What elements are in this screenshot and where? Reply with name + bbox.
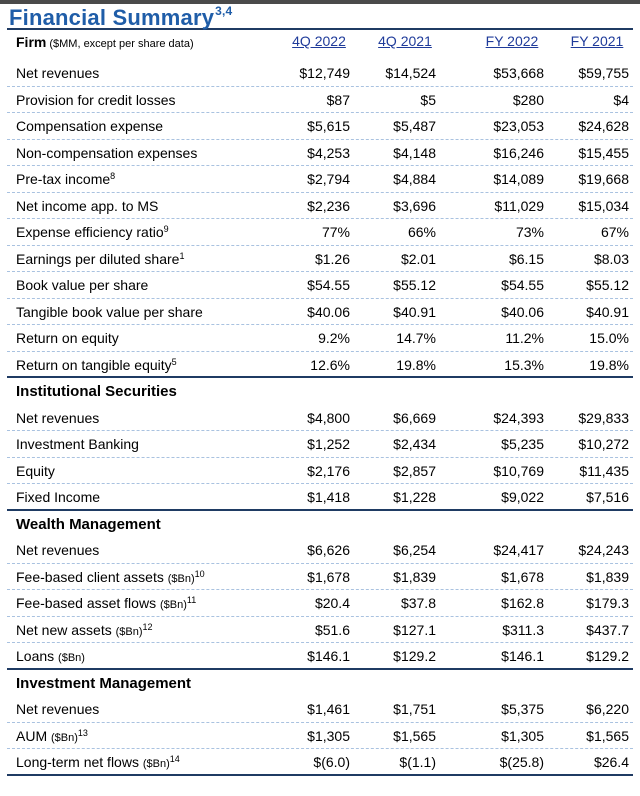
value-cell: 77% <box>321 224 350 240</box>
value-cell: $24,417 <box>493 542 544 558</box>
value-cell: $10,272 <box>578 436 629 452</box>
row-label: Compensation expense <box>16 118 164 134</box>
table-row <box>7 87 633 114</box>
value-cell: $37.8 <box>400 595 436 611</box>
value-cell: $129.2 <box>586 648 629 664</box>
value-cell: $1,839 <box>586 568 629 585</box>
value-cell: $40.91 <box>586 303 629 320</box>
table-row <box>7 166 633 193</box>
value-cell: $1.26 <box>314 250 350 267</box>
value-cell: 19.8% <box>396 356 436 373</box>
table-row <box>7 405 633 432</box>
table-row <box>7 219 633 246</box>
value-cell: 15.0% <box>589 330 629 346</box>
value-cell: $2,857 <box>393 462 436 479</box>
row-label: Loans ($Bn) <box>16 648 85 664</box>
value-cell: $1,678 <box>501 568 544 585</box>
value-cell: $14,524 <box>385 65 436 81</box>
firm-units-note: ($MM, except per share data) <box>49 38 194 50</box>
footnote-marker: 10 <box>194 568 205 579</box>
table-row <box>7 749 633 776</box>
table-row <box>7 246 633 273</box>
value-cell: $2,794 <box>307 171 350 187</box>
value-cell: $8.03 <box>593 250 629 267</box>
value-cell: 14.7% <box>396 330 436 346</box>
row-label: AUM ($Bn)$^{13}$ <box>16 727 88 744</box>
value-cell: $(6.0) <box>313 754 350 770</box>
value-cell: $53,668 <box>493 65 544 81</box>
value-cell: $40.06 <box>501 303 544 320</box>
value-cell: 66% <box>407 224 436 240</box>
value-cell: $146.1 <box>307 648 350 664</box>
row-unit: ($Bn) <box>142 758 170 770</box>
row-label: Net revenues <box>16 701 100 717</box>
value-cell: $1,751 <box>393 701 436 717</box>
value-cell: $5,615 <box>307 118 350 134</box>
row-label: Non-compensation expenses <box>16 144 198 161</box>
row-label: Fixed Income <box>16 489 101 505</box>
value-cell: $59,755 <box>578 65 629 81</box>
table-row <box>7 325 633 352</box>
table-row <box>7 564 633 591</box>
row-label: Net income app. to MS <box>16 197 159 214</box>
row-label: Investment Banking <box>16 436 139 452</box>
table-row <box>7 193 633 220</box>
page-title: Financial Summary$^{3,4}$ <box>9 4 233 30</box>
table-row <box>7 643 633 670</box>
row-label: Tangible book value per share <box>16 303 203 320</box>
table-row <box>7 272 633 299</box>
table-row <box>7 299 633 326</box>
value-cell: $7,516 <box>586 489 629 505</box>
column-header-4q-2021: 4Q 2021 <box>378 33 432 49</box>
value-cell: $6,669 <box>393 409 436 426</box>
value-cell: $162.8 <box>501 595 544 611</box>
value-cell: $1,228 <box>393 489 436 505</box>
row-label: Expense efficiency ratio$^9$ <box>16 224 169 240</box>
footnote-marker: 11 <box>186 595 197 605</box>
value-cell: $4,884 <box>393 171 436 187</box>
row-label: Net revenues <box>16 542 100 558</box>
table-row <box>7 458 633 485</box>
column-header-fy-2022: FY 2022 <box>485 33 539 49</box>
row-label: Earnings per diluted share$^1$ <box>16 250 185 267</box>
summary-table <box>7 60 633 776</box>
footnote-marker: 1 <box>179 250 185 261</box>
section-heading: Institutional Securities <box>16 383 177 400</box>
value-cell: $1,305 <box>307 727 350 744</box>
row-label: Fee-based client assets ($Bn)$^{10}$ <box>16 568 205 585</box>
value-cell: $16,246 <box>493 144 544 161</box>
value-cell: $1,565 <box>586 727 629 744</box>
value-cell: 11.2% <box>505 330 544 346</box>
row-label: Net revenues <box>16 65 100 81</box>
footnote-marker: 13 <box>77 727 88 738</box>
value-cell: $51.6 <box>314 621 350 638</box>
value-cell: $1,252 <box>307 436 350 452</box>
value-cell: $10,769 <box>493 462 544 479</box>
row-label: Book value per share <box>16 277 149 293</box>
row-label: Net new assets ($Bn)$^{12}$ <box>16 621 153 638</box>
value-cell: $15,455 <box>578 144 629 161</box>
value-cell: $129.2 <box>393 648 436 664</box>
title-footnote: 3,4 <box>215 4 233 18</box>
value-cell: $1,305 <box>501 727 544 744</box>
value-cell: $24,243 <box>578 542 629 558</box>
table-row <box>7 590 633 617</box>
value-cell: $1,565 <box>393 727 436 744</box>
footnote-marker: 5 <box>171 356 177 367</box>
value-cell: $15,034 <box>578 197 629 214</box>
value-cell: $1,461 <box>307 701 350 717</box>
value-cell: $12,749 <box>299 65 350 81</box>
value-cell: $4,148 <box>393 144 436 161</box>
table-row <box>7 352 633 379</box>
column-header-4q-2022: 4Q 2022 <box>292 33 346 49</box>
table-row <box>7 696 633 723</box>
value-cell: $5,487 <box>393 118 436 134</box>
value-cell: $437.7 <box>586 621 629 638</box>
row-unit: ($Bn) <box>115 625 143 638</box>
value-cell: $55.12 <box>586 277 629 293</box>
value-cell: 73% <box>515 224 544 240</box>
value-cell: $87 <box>326 91 350 108</box>
value-cell: $4,800 <box>307 409 350 426</box>
value-cell: 67% <box>600 224 629 240</box>
value-cell: $1,839 <box>393 568 436 585</box>
value-cell: 12.6% <box>310 356 350 373</box>
value-cell: $1,678 <box>307 568 350 585</box>
value-cell: $6,254 <box>393 542 436 558</box>
value-cell: $5 <box>420 91 436 108</box>
row-label: Provision for credit losses <box>16 91 176 108</box>
value-cell: $5,375 <box>501 701 544 717</box>
table-row <box>7 431 633 458</box>
table-row <box>7 723 633 750</box>
table-row <box>7 617 633 644</box>
value-cell: $11,029 <box>494 197 544 214</box>
table-row <box>7 60 633 87</box>
value-cell: $24,393 <box>493 409 544 426</box>
row-unit: ($Bn) <box>159 599 187 611</box>
value-cell: $6.15 <box>508 250 544 267</box>
table-row <box>7 484 633 511</box>
value-cell: $179.3 <box>586 595 629 611</box>
row-unit: ($Bn) <box>167 572 195 585</box>
row-label: Equity <box>16 462 55 479</box>
value-cell: $4,253 <box>307 144 350 161</box>
value-cell: $26.4 <box>593 754 629 770</box>
value-cell: $146.1 <box>501 648 544 664</box>
value-cell: $5,235 <box>501 436 544 452</box>
footnote-marker: 14 <box>169 754 180 764</box>
value-cell: $6,220 <box>586 701 629 717</box>
value-cell: $6,626 <box>307 542 350 558</box>
value-cell: $54.55 <box>501 277 544 293</box>
row-unit: ($Bn) <box>51 731 78 744</box>
row-label: Long-term net flows ($Bn)$^{14}$ <box>16 754 180 770</box>
value-cell: $1,418 <box>307 489 350 505</box>
footnote-marker: 8 <box>110 171 116 181</box>
value-cell: $11,435 <box>579 462 629 479</box>
value-cell: $3,696 <box>393 197 436 214</box>
value-cell: $2,176 <box>307 462 350 479</box>
title-bar <box>7 2 633 30</box>
value-cell: $55.12 <box>393 277 436 293</box>
value-cell: 19.8% <box>589 356 629 373</box>
value-cell: $2,236 <box>307 197 350 214</box>
table-row <box>7 140 633 167</box>
value-cell: $23,053 <box>493 118 544 134</box>
value-cell: $2,434 <box>393 436 436 452</box>
value-cell: $14,089 <box>493 171 544 187</box>
row-label: Fee-based asset flows ($Bn)$^{11}$ <box>16 595 197 611</box>
value-cell: $19,668 <box>578 171 629 187</box>
value-cell: $280 <box>512 91 544 108</box>
value-cell: $40.91 <box>393 303 436 320</box>
value-cell: 9.2% <box>318 330 350 346</box>
value-cell: $(25.8) <box>499 754 544 770</box>
row-label: Return on tangible equity$^5$ <box>16 356 177 373</box>
section-heading: Investment Management <box>16 674 192 692</box>
value-cell: $29,833 <box>578 409 629 426</box>
value-cell: $54.55 <box>307 277 350 293</box>
value-cell: $(1.1) <box>399 754 436 770</box>
section-heading-row <box>7 378 633 405</box>
value-cell: $40.06 <box>307 303 350 320</box>
value-cell: $24,628 <box>578 118 629 134</box>
value-cell: $2.01 <box>400 250 436 267</box>
row-unit: ($Bn) <box>58 652 85 664</box>
table-row <box>7 537 633 564</box>
table-header <box>7 30 633 54</box>
footnote-marker: 12 <box>142 621 153 632</box>
value-cell: $127.1 <box>393 621 436 638</box>
section-heading-row <box>7 511 633 538</box>
value-cell: $9,022 <box>501 489 544 505</box>
column-header-fy-2021: FY 2021 <box>570 33 624 49</box>
value-cell: $311.3 <box>502 621 544 638</box>
value-cell: $4 <box>613 91 629 108</box>
row-label: Pre-tax income$^8$ <box>16 171 116 187</box>
section-heading-row <box>7 670 633 697</box>
value-cell: $20.4 <box>314 595 350 611</box>
firm-label: Firm ($MM, except per share data) <box>16 34 194 50</box>
row-label: Net revenues <box>16 409 100 426</box>
row-label: Return on equity <box>16 330 119 346</box>
table-row <box>7 113 633 140</box>
value-cell: 15.3% <box>504 356 544 373</box>
section-heading: Wealth Management <box>16 515 161 533</box>
footnote-marker: 9 <box>163 224 169 234</box>
